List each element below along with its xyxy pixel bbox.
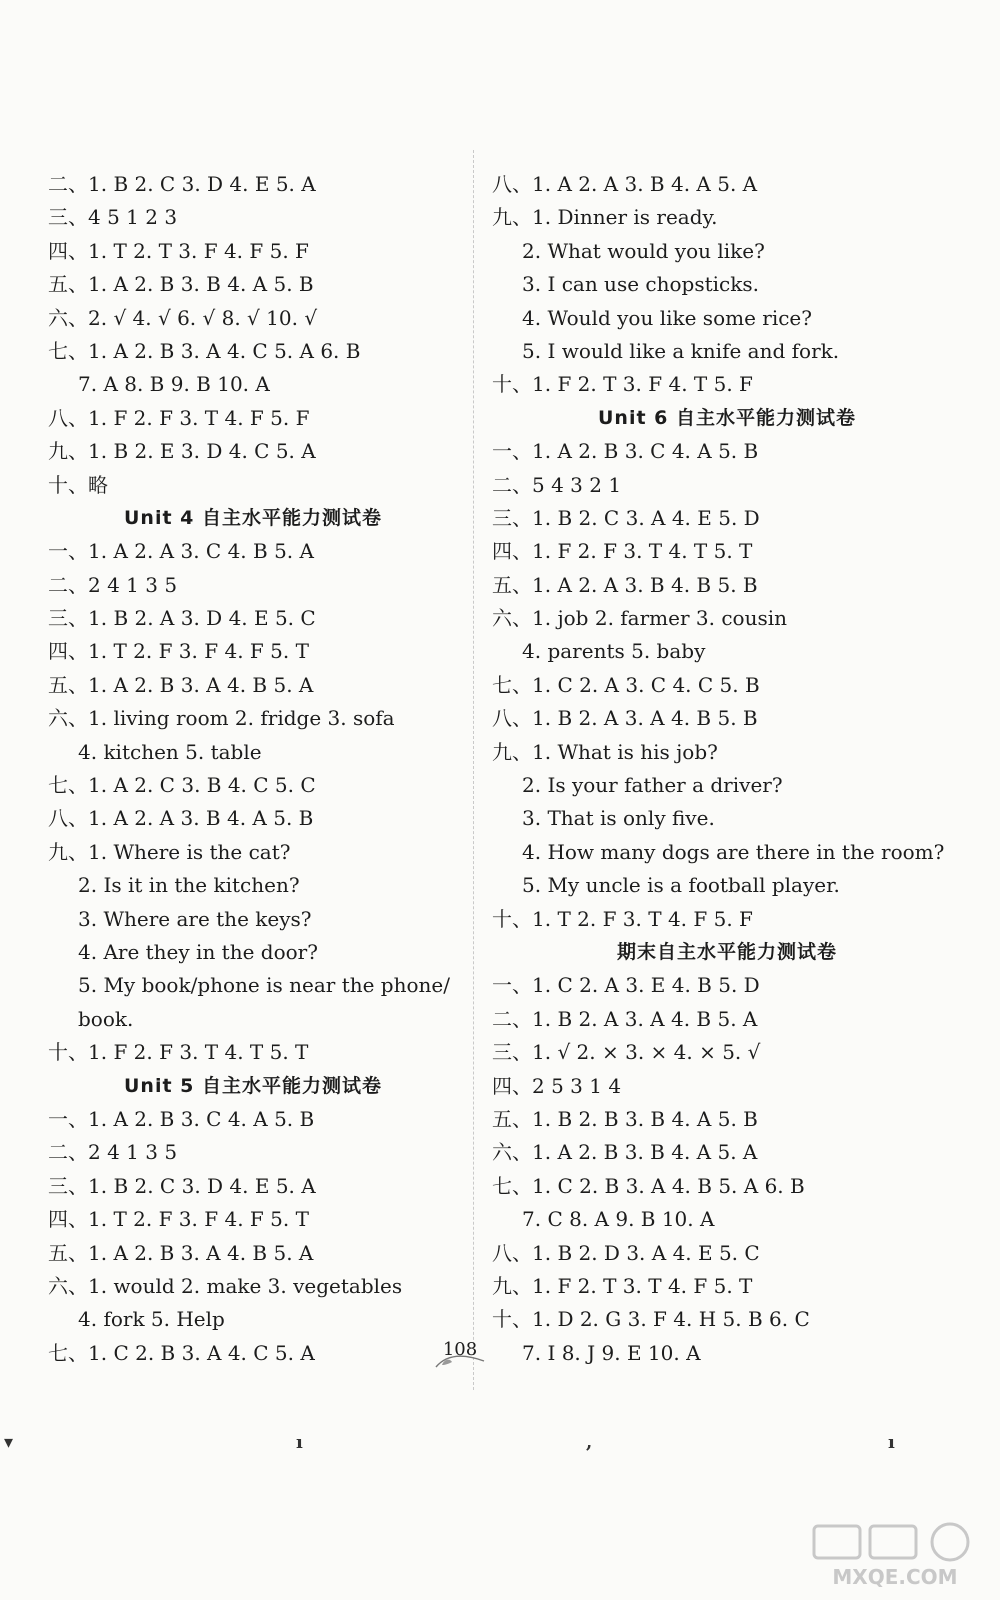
answer-line: 四、1. T 2. F 3. F 4. F 5. T xyxy=(48,639,309,664)
answer-line: 七、1. C 2. A 3. C 4. C 5. B xyxy=(492,672,760,697)
section-heading: Unit 5 自主水平能力测试卷 xyxy=(123,1074,382,1097)
answer-line: 一、1. A 2. A 3. C 4. B 5. A xyxy=(48,539,314,564)
answer-line: 四、1. T 2. F 3. F 4. F 5. T xyxy=(48,1207,309,1232)
page-number-text: 108 xyxy=(442,1339,478,1360)
answer-line: 十、1. T 2. F 3. T 4. F 5. F xyxy=(492,906,753,931)
answer-line: 三、4 5 1 2 3 xyxy=(48,205,178,230)
answer-line: 三、1. B 2. A 3. D 4. E 5. C xyxy=(48,606,316,631)
answer-line: 5. My uncle is a football player. xyxy=(522,873,840,898)
answer-line: 三、1. B 2. C 3. D 4. E 5. A xyxy=(48,1173,316,1198)
answer-line: 八、1. A 2. A 3. B 4. A 5. B xyxy=(48,806,314,831)
answer-line: 七、1. C 2. B 3. A 4. B 5. A 6. B xyxy=(492,1173,805,1198)
answer-line: 4. How many dogs are there in the room? xyxy=(522,839,945,864)
section-heading: Unit 4 自主水平能力测试卷 xyxy=(123,506,382,529)
answer-line: 4. fork 5. Help xyxy=(78,1307,225,1332)
answer-line: 3. I can use chopsticks. xyxy=(522,272,759,297)
answer-line: 一、1. A 2. B 3. C 4. A 5. B xyxy=(48,1106,315,1131)
answer-line: 二、1. B 2. C 3. D 4. E 5. A xyxy=(48,172,316,196)
answer-line: 二、2 4 1 3 5 xyxy=(48,572,178,597)
answer-line: 六、1. would 2. make 3. vegetables xyxy=(48,1273,403,1298)
answer-line: book. xyxy=(78,1006,134,1031)
answer-line: 六、1. job 2. farmer 3. cousin xyxy=(492,606,787,631)
answer-line: 2. What would you like? xyxy=(522,238,765,263)
answer-line: 四、1. T 2. T 3. F 4. F 5. F xyxy=(48,238,309,263)
answer-line: 九、1. Where is the cat? xyxy=(48,839,291,864)
answer-line: 五、1. A 2. B 3. A 4. B 5. A xyxy=(48,672,314,697)
answer-line: 四、1. F 2. F 3. T 4. T 5. T xyxy=(492,539,753,564)
print-mark: ı xyxy=(296,1432,303,1453)
answer-line: 三、1. √ 2. × 3. × 4. × 5. √ xyxy=(492,1040,761,1065)
answer-line: 三、1. B 2. C 3. A 4. E 5. D xyxy=(492,505,760,530)
answer-line: 7. I 8. J 9. E 10. A xyxy=(522,1340,701,1365)
answer-line: 八、1. B 2. A 3. A 4. B 5. B xyxy=(492,706,758,731)
answer-line: 7. A 8. B 9. B 10. A xyxy=(78,372,270,397)
answer-line: 七、1. A 2. C 3. B 4. C 5. C xyxy=(48,773,316,798)
watermark-logo xyxy=(810,1520,980,1590)
answer-line: 2. Is it in the kitchen? xyxy=(78,873,300,898)
answer-line: 二、5 4 3 2 1 xyxy=(492,472,622,497)
answer-line: 一、1. C 2. A 3. E 4. B 5. D xyxy=(492,973,760,998)
answer-line: 九、1. F 2. T 3. T 4. F 5. T xyxy=(492,1273,753,1298)
answer-line: 3. That is only five. xyxy=(522,806,715,831)
answer-line: 六、1. living room 2. fridge 3. sofa xyxy=(48,706,395,731)
answer-line: 九、1. B 2. E 3. D 4. C 5. A xyxy=(48,439,316,464)
section-heading: Unit 6 自主水平能力测试卷 xyxy=(597,406,856,429)
answer-line: 一、1. A 2. B 3. C 4. A 5. B xyxy=(492,439,759,464)
page-number xyxy=(430,1335,490,1365)
answer-line: 五、1. A 2. B 3. A 4. B 5. A xyxy=(48,1240,314,1265)
answer-line: 八、1. B 2. D 3. A 4. E 5. C xyxy=(492,1240,760,1265)
answer-line: 六、2. √ 4. √ 6. √ 8. √ 10. √ xyxy=(48,305,318,330)
answer-line: 十、1. D 2. G 3. F 4. H 5. B 6. C xyxy=(492,1307,810,1332)
answer-line: 七、1. A 2. B 3. A 4. C 5. A 6. B xyxy=(48,338,361,363)
answer-line: 二、2 4 1 3 5 xyxy=(48,1140,178,1165)
answer-line: 五、1. A 2. B 3. B 4. A 5. B xyxy=(48,272,314,297)
answer-line: 二、1. B 2. A 3. A 4. B 5. A xyxy=(492,1006,758,1031)
answer-line: 2. Is your father a driver? xyxy=(522,773,783,798)
answer-line: 4. parents 5. baby xyxy=(522,639,706,664)
answer-line: 九、1. Dinner is ready. xyxy=(492,205,718,230)
answer-line: 八、1. F 2. F 3. T 4. F 5. F xyxy=(48,405,310,430)
answer-line: 十、1. F 2. F 3. T 4. T 5. T xyxy=(48,1040,309,1065)
answer-line: 五、1. A 2. A 3. B 4. B 5. B xyxy=(492,572,758,597)
answer-line: 4. kitchen 5. table xyxy=(78,739,262,764)
answer-line: 7. C 8. A 9. B 10. A xyxy=(522,1207,715,1232)
answer-line: 3. Where are the keys? xyxy=(78,906,312,931)
section-heading: 期末自主水平能力测试卷 xyxy=(616,940,837,963)
print-mark: ▾ xyxy=(4,1432,14,1453)
answer-line: 十、略 xyxy=(48,472,108,497)
answer-line: 5. I would like a knife and fork. xyxy=(522,338,840,363)
answer-line: 八、1. A 2. A 3. B 4. A 5. A xyxy=(492,172,758,196)
left-column xyxy=(48,168,458,1370)
answer-line: 5. My book/phone is near the phone/ xyxy=(78,973,450,998)
watermark-text: MXQE.COM xyxy=(832,1565,958,1589)
answer-line: 十、1. F 2. T 3. F 4. T 5. F xyxy=(492,372,753,397)
print-mark: ı xyxy=(888,1432,895,1453)
answer-line: 四、2 5 3 1 4 xyxy=(492,1073,622,1098)
answer-line: 九、1. What is his job? xyxy=(492,739,718,764)
answer-line: 五、1. B 2. B 3. B 4. A 5. B xyxy=(492,1106,758,1131)
answer-line: 六、1. A 2. B 3. B 4. A 5. A xyxy=(492,1140,758,1165)
answer-line: 4. Would you like some rice? xyxy=(522,305,812,330)
answer-line: 七、1. C 2. B 3. A 4. C 5. A xyxy=(48,1340,315,1365)
answer-line: 4. Are they in the door? xyxy=(78,939,318,964)
right-column xyxy=(492,168,962,1370)
print-mark: , xyxy=(586,1432,593,1453)
column-divider xyxy=(473,150,474,1390)
